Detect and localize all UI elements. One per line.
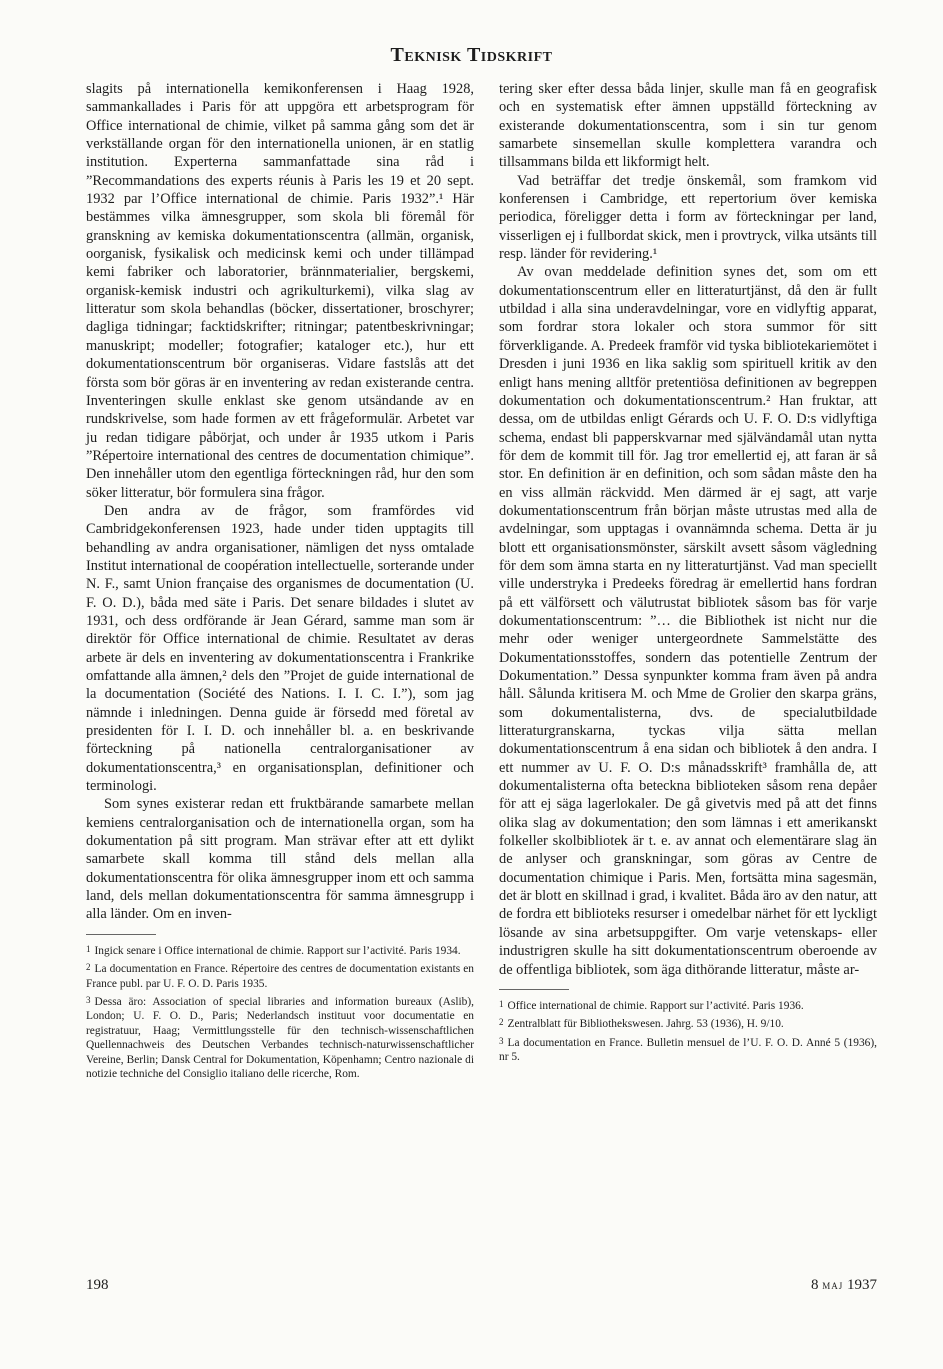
footnote [499, 1034, 877, 1065]
footnote-number: 2 [86, 962, 91, 973]
body-paragraph: slagits på internationella kemikonferensen i Haag 1928, sammankallades i Paris för att uppgöra ett arbetsprogram för Office international de chimie, vilket på samma gång som det är verkställande organ för den internationella unionen, är en statlig institution. Experterna sammanfattade sina råd i ”Recommandations des experts réunis à Paris les 19 et 20 sept. 1932 par l’Office international de chimie. Paris 1932”.¹ Här bestämmes vilka ämnesgrupper, som skola bli föremål för granskning av kemiska dokumentationscentra (allmän, organisk, oorganisk, fysikalisk och medicinsk kemi och under tillämpad kemi fabriker och laboratorier, brännmaterialier, bergskemi, organisk-kemisk industri och agrikulturkemi), vilka slag av litteratur som skola behandlas (böcker, dissertationer, broschyrer; dagliga tidningar; facktidskrifter; ritningar; patentbeskrivningar; manuskript; modeller; fotografier; kataloger etc.), hur ett dokumentationscentrum bör organiseras. Vidare fastslås att det första som bör göras är en inventering av redan existerande centra. Inventeringen skulle enklast ske genom utsändande av en rundskrivelse, som hade formen av ett frågeformulär. Arbetet var ju redan tidigare påbörjat, och under år 1935 utkom i Paris ”Répertoire international des centres de documentation chimique”. Den innehåller utom den egentliga förteckningen råd, hur den som söker litteratur, bör formulera sina frågor. [86, 81, 474, 501]
footnote-number: 1 [499, 998, 504, 1009]
footnote-text: Office international de chimie. Rapport sur l’activité. Paris 1936. [507, 999, 804, 1012]
footnote-rule [86, 934, 156, 935]
body-paragraph: Av ovan meddelade definition synes det, som om ett dokumentationscentrum eller en litteraturtjänst, då den är fullt utbildad i alla sina underavdelningar, vore en vidlyftig apparat, som fordrar stora lokaler och stora summor för sitt förverkligande. A. Predeek framför vid tyska bibliotekariemötet i Dresden i juni 1936 en lika saklig som spirituell kritik av den enligt hans mening alltför pretentiösa definitionen av begreppen dokumentation och dokumentationscentrum.² Han fruktar, att dessa, om de utbildas enligt Gérards och U. F. O. D:s vidlyftiga schema, endast bli papperskvarnar med självändamål utan nytta för dem de kommit till för. Jag tror emellertid ej, att faran är så stor. En definition är en definition, och som sådan måste den ha en viss allmän räckvidd. Men därmed är ej sagt, att varje dokumentationscentrum från början måste utrustas med alla de avdelningar, som upptagas i ovannämnda schema. Detta är ju blott ett organisationsmönster, särskilt avsett såsom vägledning för dem som ämna starta en ny litteraturtjänst. Vad man speciellt ville understryka i Predeeks föredrag är emellertid hans fordran på ett välförsett och välutrustat bibliotek såsom bas för varje dokumentationscentrum: ”… die Bibliothek ist nicht nur die mehr oder weniger untergeordnete Sammelstätte des Dokumentationsstoffes, sondern das potentielle Zentrum der Dokumentation.” Dessa synpunkter komma fram även på andra håll. Sålunda kritisera M. och Mme de Grolier den skarpa gräns, som dokumentalisterna, dvs. de specialutbildade litteraturgranskarna, tyckas vilja sätta mellan dokumentationscentrum å ena sidan och bibliotek å den andra. I ett nummer av U. F. O. D:s månadsskrift³ framhålla de, att dokumentalisterna ofta beteckna biblioteken såsom rena depåer för att ej säga lagerlokaler. De gå givetvis med på att det finns olika slag av dokumentation; den som lämnas i ett amerikanskt folkeller skolbibliotek är t. e. av annat och elementärare slag än de anlyser och granskningar, som göras av Centre de documentation chimique i Paris. Men, fortsätta mina sagesmän, det är blott en skillnad i grad, i kvalitet. Båda äro av den natur, att de fordra ett biblioteks resurser i omedelbar närhet för ett lyckligt lösande av sina arbetsuppgifter. Om varje vetenskaps- eller industrigren skulle ha sitt dokumentationscentrum oberoende av de offentliga bibliotek, som äga dithörande litteratur, måste ar- [499, 264, 877, 978]
footnote-rule [499, 989, 569, 990]
page-number: 198 [86, 1277, 109, 1293]
footnote-number: 3 [499, 1035, 504, 1046]
left-column [86, 80, 474, 1083]
footnote-number: 1 [86, 943, 91, 954]
footnote-number: 2 [499, 1017, 504, 1028]
footnote-text: Dessa äro: Association of special libraries and information bureaux (Aslib), London; U. F. O. D., Paris; Nederlandsch instituut voor documentatie en registratuur, Haag; Vermittlungsstelle für den technisch-wissenschaftlichen Quellennachweis des Deutschen Verbandes technisch-naturwissenschaftlicher Vereine, Berlin; Dansk Central for Dokumentation, Köpenhamn; Centro nazionale di notizie techniche del Consiglio italiano delle ricerche, Rom. [86, 996, 474, 1081]
body-paragraph: Vad beträffar det tredje önskemål, som framkom vid konferensen i Cambridge, ett repertorium över kemiska periodica, föreligger detta i form av förteckningar per land, visserligen ej i fullbordat skick, men i provtryck, vilka utsänts till resp. länder för revidering.¹ [499, 172, 877, 263]
issue-day: 8 [810, 1277, 819, 1293]
journal-masthead: Teknisk Tidskrift [390, 44, 553, 66]
issue-year: 1937 [847, 1277, 877, 1293]
footnote [86, 942, 474, 958]
right-column [499, 80, 877, 1066]
body-paragraph: Som synes existerar redan ett fruktbärande samarbete mellan kemiens centralorganisation och de internationella organ, som ha dokumentation på sitt program. Man strävar efter att ett dylikt samarbete skall komma till stånd dels mellan alla dokumentationscentra för olika ämnesgrupper inom ett och samma land, dels mellan dokumentationscentra för samma ämnesgrupp i alla länder. Om en inven- [86, 796, 474, 923]
issue-month: maj [822, 1277, 844, 1292]
footnote [499, 997, 877, 1013]
footnote-number: 3 [86, 995, 91, 1006]
footnote [86, 960, 474, 991]
footnote-text: La documentation en France. Bulletin mensuel de l’U. F. O. D. Anné 5 (1936), nr 5. [499, 1036, 877, 1064]
footnote-text: Ingick senare i Office international de chimie. Rapport sur l’activité. Paris 1934. [94, 944, 461, 957]
body-paragraph: tering sker efter dessa båda linjer, skulle man få en geografisk och en systematisk efter ämnen uppställd förteckning av existerande dokumentationscentra, som i sin tur genom samarbete sinsemellan skulle komplettera varandra och tillsammans bilda ett likformigt helt. [499, 81, 877, 171]
footnote [86, 993, 474, 1081]
issue-date [811, 1277, 877, 1294]
footnote [499, 1015, 877, 1031]
body-paragraph: Den andra av de frågor, som framfördes vid Cambridgekonferensen 1923, hade under tiden upptagits till behandling av andra organisationer, nämligen det nyss omtalade Institut international de coopération intellectuelle, sorterande under N. F., samt Union française des organismes de documentation (U. F. O. D.), båda med säte i Paris. Det senare bildades i slutet av 1931, och dess ordförande är Jean Gérard, samme man som är direktör för Office international de chimie. Resultatet av deras arbete är dels en inventering av dokumentationscentra i Frankrike omfattande alla ämnen,² dels den ”Projet de guide international de la documentation (Société des Nations. I. I. C. I.”), som jag nämnde i inledningen. Denna guide är försedd med företal av presidenten för I. I. D. och innehåller bl. a. en beskrivande förteckning på nationella centralorganisationer av dokumentationscentra,³ en organisationsplan, definitioner och terminologi. [86, 502, 474, 795]
footnote-text: La documentation en France. Répertoire des centres de documentation existants en France publ. par U. F. O. D. Paris 1935. [86, 963, 474, 990]
footnote-text: Zentralblatt für Bibliothekswesen. Jahrg. 53 (1936), H. 9/10. [507, 1018, 784, 1031]
